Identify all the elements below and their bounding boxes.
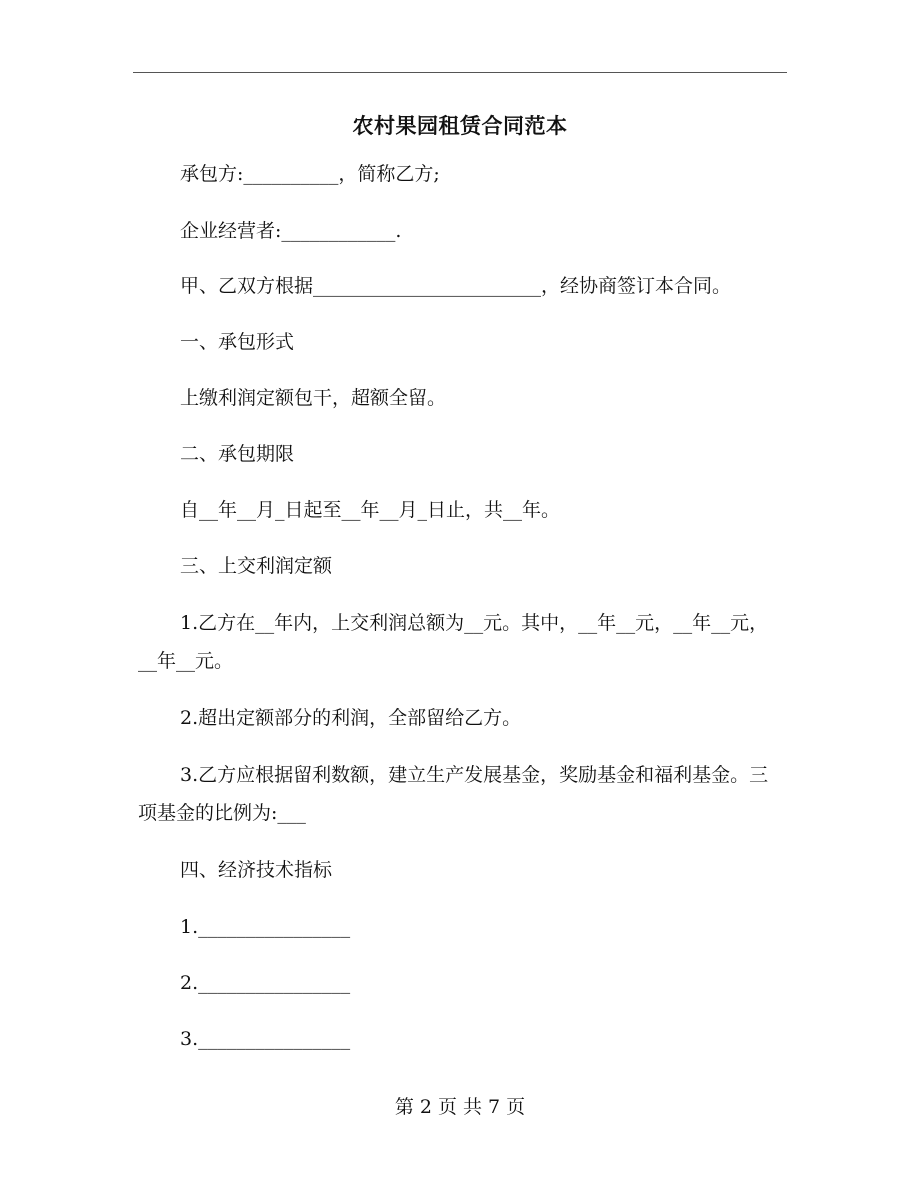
contractor-line: 承包方:__________，简称乙方; [180,163,440,185]
contract-form-text: 上缴利润定额包干，超额全留。 [180,387,447,409]
profit-clause-1: 1.乙方在__年内，上交利润总额为__元。其中，__年__元，__年__元，__年__元。 [138,612,769,672]
indicator-item-1: 1.________________ [180,916,351,938]
section-heading-4: 四、经济技术指标 [180,859,333,881]
section-heading-2: 二、承包期限 [180,443,295,465]
indicator-item-2: 2.________________ [180,972,351,994]
indicator-item-3: 3.________________ [180,1028,351,1050]
document-title: 农村果园租赁合同范本 [352,113,568,138]
profit-clause-3: 3.乙方应根据留利数额，建立生产发展基金，奖励基金和福利基金。三项基金的比例为:___ [138,764,769,824]
header-rule [133,72,787,73]
section-heading-3: 三、上交利润定额 [180,555,333,577]
profit-clause-2: 2.超出定额部分的利润，全部留给乙方。 [180,707,522,729]
agreement-basis-line: 甲、乙双方根据________________________，经协商签订本合同。 [180,275,732,297]
operator-line: 企业经营者:____________. [180,220,402,242]
section-heading-1: 一、承包形式 [180,331,295,353]
page-indicator: 第 2 页 共 7 页 [394,1096,526,1118]
contract-period-text: 自__年__月_日起至__年__月_日止，共__年。 [180,499,561,521]
